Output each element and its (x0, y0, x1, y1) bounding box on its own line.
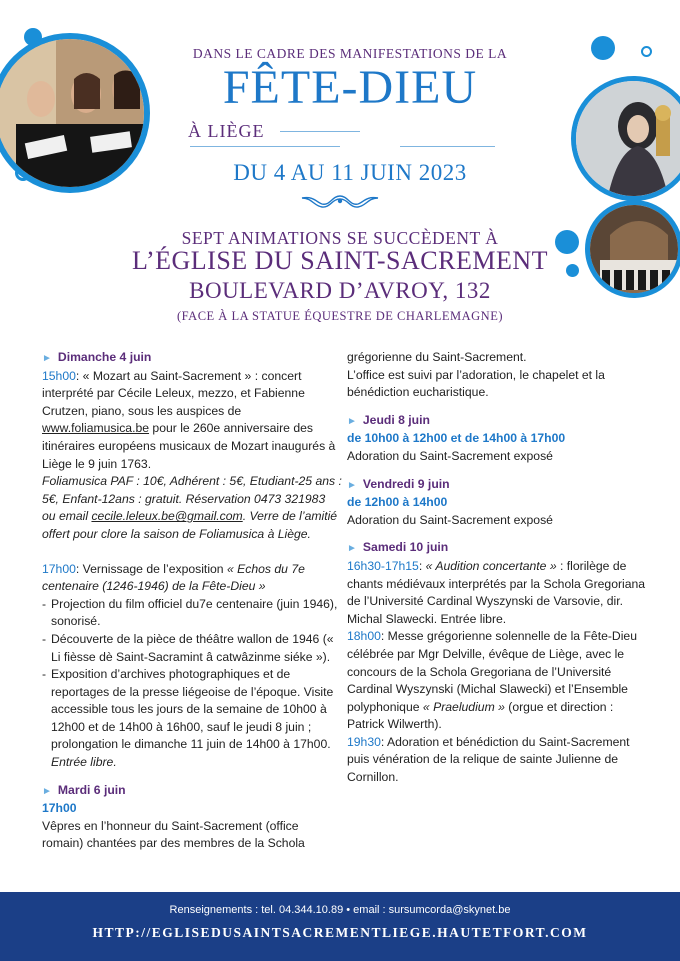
saturday-mass: 18h00: Messe grégorienne solennelle de la Fête-Dieu célébrée par Mgr Delville, évêque de Liège, avec le concours de la Schola Gregoriana de l’Université Cardinal Wyszynski (Michal Slawecki) et l’Ensemble polyphonique « Praeludium » (orgue et direction : Patrick Wilwerth). (347, 629, 637, 732)
subtitle-church: L’ÉGLISE DU SAINT-SACREMENT (131, 246, 549, 275)
decor-bubble (591, 36, 615, 60)
tuesday-time: 17h00 (42, 801, 77, 816)
choir-photo (0, 33, 150, 193)
divider (190, 146, 340, 147)
footer-contact: Renseignements : tel. 04.344.10.89 • email : sursumcorda@skynet.be (169, 904, 511, 916)
thursday-text: Adoration du Saint-Sacrement exposé (347, 448, 553, 463)
foliamusica-link[interactable]: www.foliamusica.be (42, 421, 150, 436)
sunday-exhibition: 17h00: Vernissage de l’exposition « Echos du 7e centenaire (1246-1946) de la Fête-Dieu » (42, 561, 305, 594)
arrow-icon: ► (347, 543, 357, 555)
tuesday-text-continued: grégorienne du Saint-Sacrement. (347, 350, 527, 364)
footer (0, 892, 680, 961)
subtitle-landmark: (FACE À LA STATUE ÉQUESTRE DE CHARLEMAGNE) (176, 309, 503, 323)
day-heading-saturday: ► Samedi 10 juin (347, 540, 449, 555)
day-heading-friday: ► Vendredi 9 juin (347, 476, 450, 491)
footer-url[interactable]: HTTP://EGLISEDUSAINTSACREMENTLIEGE.HAUTETFORT.COM (92, 925, 588, 940)
tuesday-text: Vêpres en l’honneur du Saint-Sacrement (office romain) chantées par des membres de la Schola (42, 818, 305, 851)
friday-time: de 12h00 à 14h00 (347, 495, 448, 510)
day-heading-thursday: ► Jeudi 8 juin (347, 412, 430, 427)
header-place: À LIÈGE (188, 121, 265, 141)
saint-statue-photo (571, 76, 680, 201)
divider (280, 131, 360, 132)
friday-text: Adoration du Saint-Sacrement exposé (347, 512, 553, 527)
arrow-icon: ► (347, 479, 357, 491)
subtitle-address: BOULEVARD D’AVROY, 132 (189, 278, 491, 303)
sunday-concert: 15h00: « Mozart au Saint-Sacrement » : concert interprété par Cécile Leleux, mezzo, et Fabienne Crutzen, piano, sous les auspices de www.foliamusica.be pour le 260e anniversaire des itinéraires européens musicaux de Mozart inaugurés à Liège le 9 juin 1763. (42, 368, 336, 471)
arrow-icon: ► (42, 785, 52, 797)
thursday-time: de 10h00 à 12h00 et de 14h00 à 17h00 (347, 431, 566, 446)
subtitle-line1: SEPT ANIMATIONS SE SUCCÈDENT À (181, 228, 499, 248)
ornament-icon (300, 192, 380, 210)
header-dates: DU 4 AU 11 JUIN 2023 (233, 160, 467, 185)
day-heading-tuesday: ► Mardi 6 juin (42, 782, 126, 797)
sunday-pricing: Foliamusica PAF : 10€, Adhérent : 5€, Etudiant-25 ans : 5€, Enfant-12ans : gratuit. Réservation 0473 321983 ou email cecile.leleux.be@gmail.com. Verre de l’amitié offert pour clore la saison de Foliamusica à Liège. (42, 474, 342, 541)
free-entry: Entrée libre. (51, 755, 117, 770)
program-column-right (347, 349, 647, 787)
list-item: - Découverte de la pièce de théâtre wallon de 1946 (« Li fièsse dè Saint-Sacramint â catwâzinme siéke »). (42, 631, 334, 664)
header-title: FÊTE-DIEU (222, 61, 478, 114)
tuesday-text2: L’office est suivi par l’adoration, le chapelet et la bénédiction eucharistique. (347, 367, 605, 400)
saturday-adoration: 19h30: Adoration et bénédiction du Saint-Sacrement puis vénération de la relique de sainte Julienne de Cornillon. (347, 734, 630, 785)
header-pretitle: DANS LE CADRE DES MANIFESTATIONS DE LA (192, 46, 508, 61)
day-heading-sunday: ► Dimanche 4 juin (42, 350, 152, 364)
program-column-left (42, 349, 342, 853)
arrow-icon: ► (42, 353, 52, 364)
list-item: - Exposition d’archives photographiques et de reportages de la presse liégeoise de l’époque. Visite accessible tous les jours de la semaine de 10h00 à 12h00 et de 14h00 à 16h00, sauf le jeudi 8 juin ; prolongation le dimanche 11 juin de 14h00 à 17h00. (42, 667, 334, 752)
saturday-audition: 16h30-17h15: « Audition concertante » : florilège de chants médiévaux interprétés par la Schola Gregoriana de l’Université Cardinal Wyszynski de Varsovie, dir. Michal Slawecki. Entrée libre. (347, 558, 646, 626)
divider (400, 146, 495, 147)
arrow-icon: ► (347, 415, 357, 427)
decor-ring (641, 46, 652, 57)
list-item: - Projection du film officiel du7e centenaire (juin 1946), sonorisé. (42, 596, 338, 629)
email-link[interactable]: cecile.leleux.be@gmail.com (91, 509, 243, 524)
